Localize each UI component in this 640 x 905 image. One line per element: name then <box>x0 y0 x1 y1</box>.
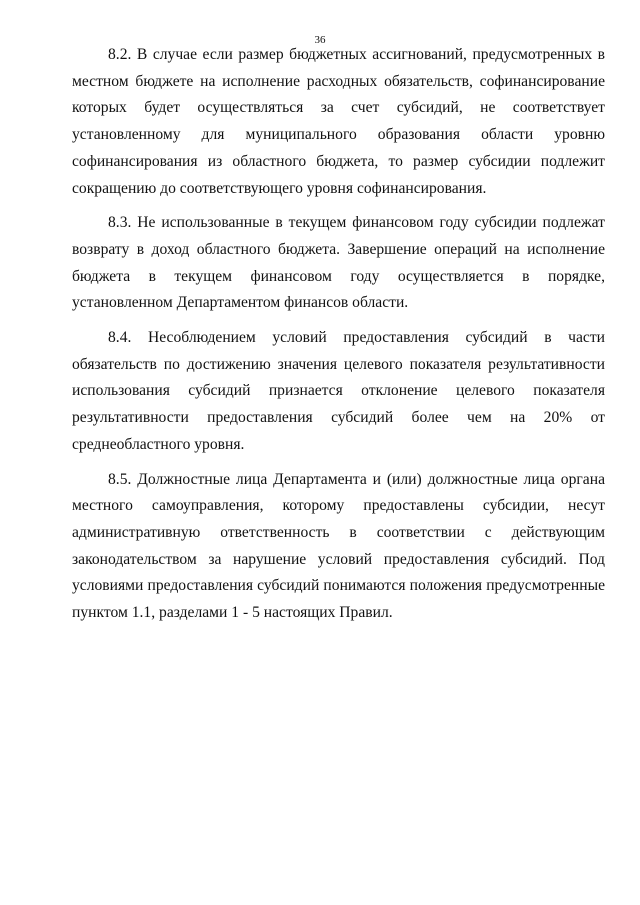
document-body <box>72 42 605 635</box>
paragraph-8-5: 8.5. Должностные лица Департамента и (или) должностные лица органа местного самоуправления, которому предоставлены субсидии, несут административную ответственность в соответствии с действующим законодательством за нарушение условий предоставления субсидий. Под условиями предоставления субсидий понимаются положения предусмотренные пунктом 1.1, разделами 1 - 5 настоящих Правил. <box>72 470 605 622</box>
paragraph-8-2: 8.2. В случае если размер бюджетных ассигнований, предусмотренных в местном бюджете на исполнение расходных обязательств, софинансирование которых будет осуществляться за счет субсидий, не соответствует установленному для муниципального образования области уровню софинансирования из областного бюджета, то размер субсидии подлежит сокращению до соответствующего уровня софинансирования. <box>72 46 605 197</box>
page-number: 36 <box>314 34 326 46</box>
paragraph-8-4: 8.4. Несоблюдением условий предоставления субсидий в части обязательств по достижению значения целевого показателя результативности использования субсидий признается отклонение целевого показателя результативности предоставления субсидий более чем на 20% от среднеобластного уровня. <box>72 329 605 453</box>
paragraph-8-3: 8.3. Не использованные в текущем финансовом году субсидии подлежат возврату в доход областного бюджета. Завершение операций на исполнение бюджета в текущем финансовом году осуществляется в порядке, установленном Департаментом финансов области. <box>72 214 605 312</box>
